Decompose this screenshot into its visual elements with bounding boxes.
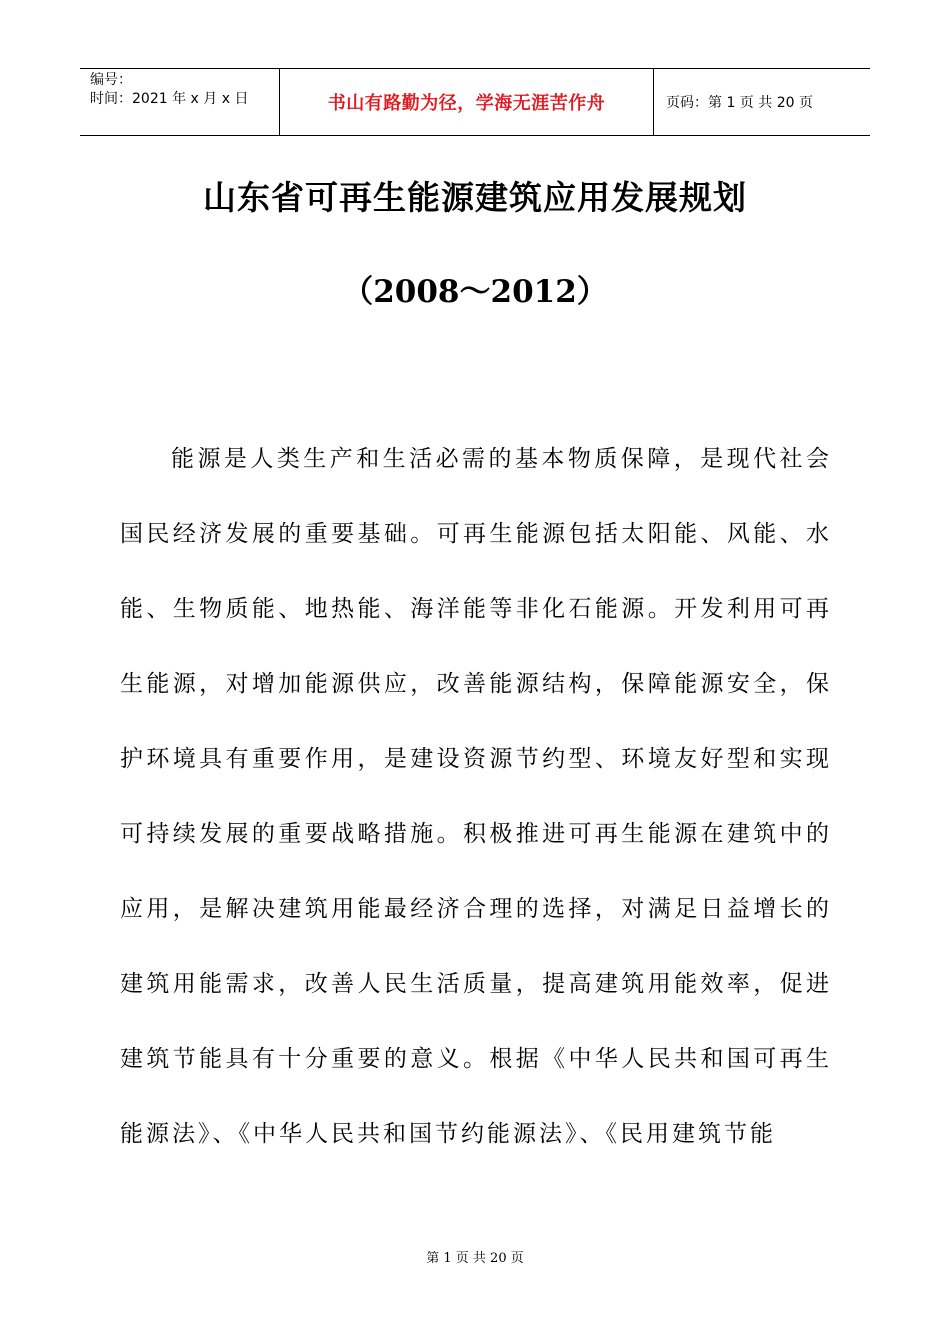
document-subtitle: （2008～2012） bbox=[342, 274, 608, 310]
body-paragraph: 能源是人类生产和生活必需的基本物质保障，是现代社会国民经济发展的重要基础。可再生能源包括太阳能、风能、水能、生物质能、地热能、海洋能等非化石能源。开发利用可再生能源，对增加能源供应，改善能源结构，保障能源安全，保护环境具有重要作用，是建设资源节约型、环境友好型和实现可持续发展的重要战略措施。积极推进可再生能源在建筑中的应用，是解决建筑用能最经济合理的选择，对满足日益增长的建筑用能需求，改善人民生活质量，提高建筑用能效率，促进建筑节能具有十分重要的意义。根据《中华人民共和国可再生能源法》、《中华人民共和国节约能源法》、《民用建筑节能 bbox=[120, 446, 832, 1147]
document-title: 山东省可再生能源建筑应用发展规划 bbox=[203, 178, 747, 217]
page-footer: 第 1 页 共 20 页 bbox=[426, 1251, 524, 1266]
header-motto-cell bbox=[280, 69, 654, 135]
header-meta-cell bbox=[80, 69, 280, 135]
document-code-label: 编号： bbox=[90, 72, 132, 88]
header-motto: 书山有路勤为径，学海无涯苦作舟 bbox=[327, 93, 606, 114]
document-header bbox=[80, 68, 870, 136]
header-page-cell bbox=[654, 69, 870, 135]
document-date-label: 时间：2021 年 x 月 x 日 bbox=[90, 91, 249, 107]
header-page-info: 页码：第 1 页 共 20 页 bbox=[666, 95, 813, 111]
